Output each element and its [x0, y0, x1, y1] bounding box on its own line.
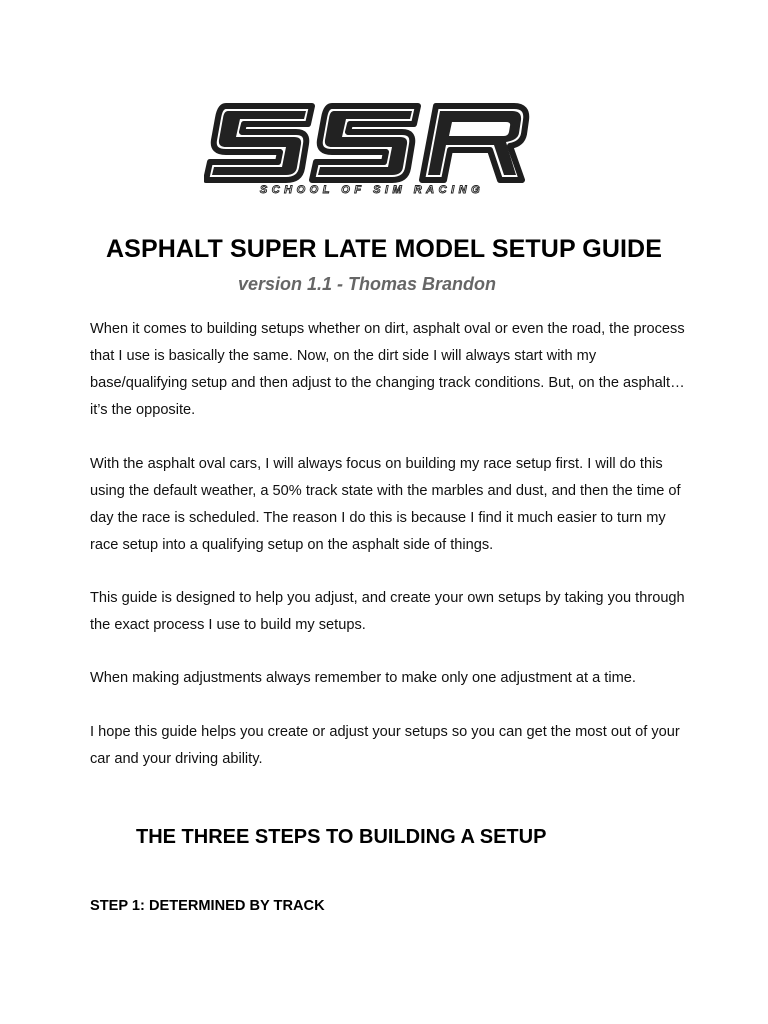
guide-purpose-paragraph: This guide is designed to help you adjust, and create your own setups by taking you through the exact process I use to build my setups.	[90, 590, 685, 633]
adjustment-tip-paragraph: When making adjustments always remember to make only one adjustment at a time.	[90, 670, 636, 686]
section-heading: THE THREE STEPS TO BUILDING A SETUP	[136, 826, 547, 848]
logo-letter-s2	[312, 106, 418, 180]
ssr-logo	[204, 102, 534, 196]
document-subtitle: version 1.1 - Thomas Brandon	[237, 274, 497, 294]
document-title: ASPHALT SUPER LATE MODEL SETUP GUIDE	[106, 235, 662, 263]
logo-letter-r	[422, 106, 526, 180]
step-1-heading: STEP 1: DETERMINED BY TRACK	[90, 898, 325, 914]
logo-letter-s1	[206, 106, 312, 180]
logo-tagline: SCHOOL OF SIM RACING	[259, 184, 485, 196]
intro-paragraph: When it comes to building setups whether on dirt, asphalt oval or even the road, the process that I use is basically the same. Now, on the dirt side I will always start with my base/qualifying setup and then adjust to the changing track conditions. But, on the asphalt… it’s the opposite.	[90, 321, 685, 418]
closing-paragraph: I hope this guide helps you create or adjust your setups so you can get the most out of your car and your driving ability.	[90, 724, 680, 767]
ssr-logo-graphic	[204, 102, 534, 196]
race-setup-paragraph: With the asphalt oval cars, I will always focus on building my race setup first. I will do this using the default weather, a 50% track state with the marbles and dust, and then the time of day the race is scheduled. The reason I do this is because I find it much easier to turn my race setup into a qualifying setup on the asphalt side of things.	[90, 456, 681, 553]
